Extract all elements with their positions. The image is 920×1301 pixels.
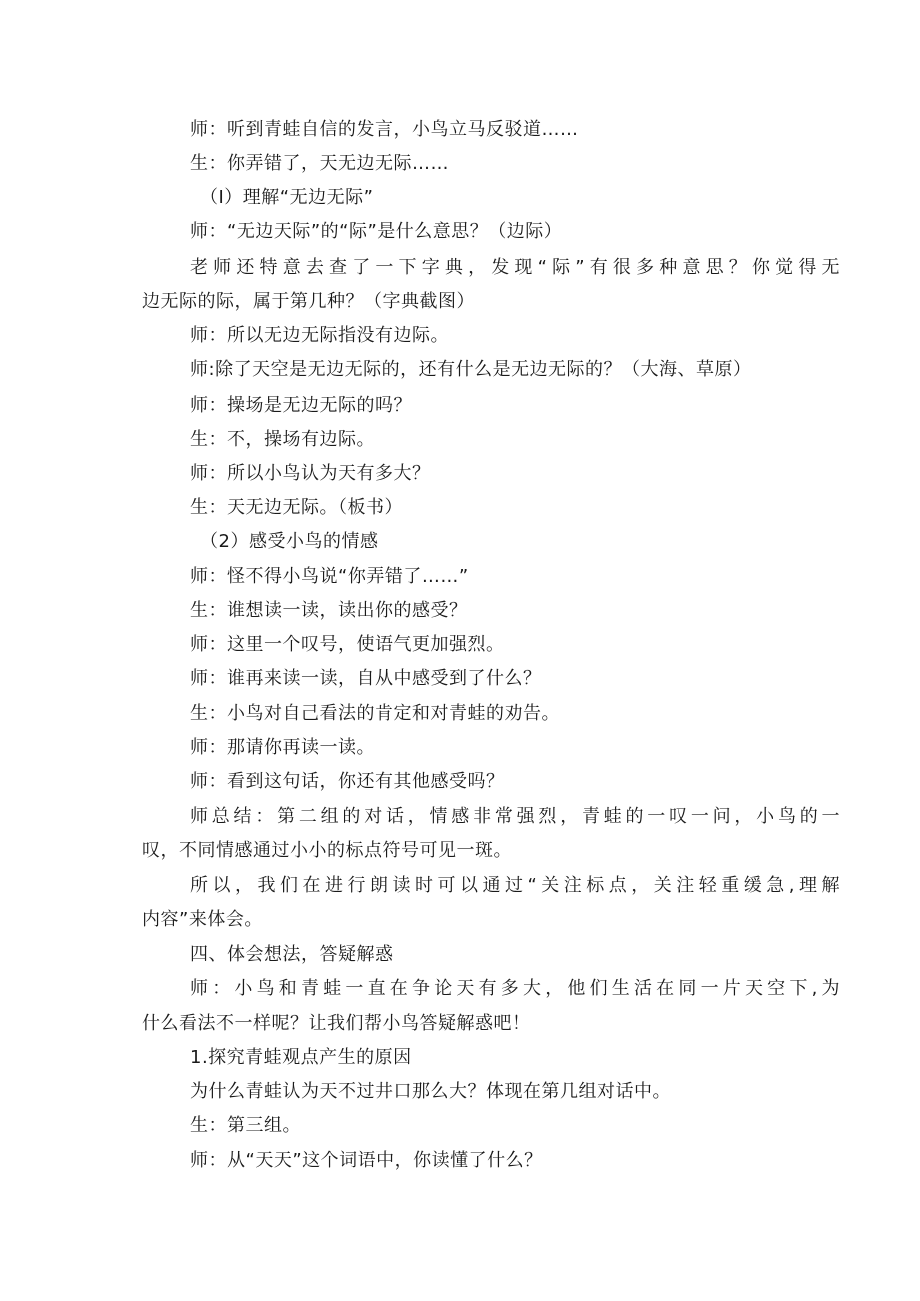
section-heading: （2）感受小鸟的情感 xyxy=(200,531,379,552)
paragraph-line: 内容”来体会。 xyxy=(142,909,263,930)
paragraph-line: 师：谁再来读一读，自从中感受到了什么？ xyxy=(190,668,542,689)
paragraph-line: 师：看到这句话，你还有其他感受吗？ xyxy=(190,771,505,792)
paragraph-line: 师：这里一个叹号，使语气更加强烈。 xyxy=(190,634,505,655)
paragraph-line: 师：“无边天际”的“际”是什么意思？（边际） xyxy=(190,221,563,242)
paragraph-line: 生：第三组。 xyxy=(190,1115,301,1136)
paragraph-line: 师:除了天空是无边无际的，还有什么是无边无际的？（大海、草原） xyxy=(190,359,752,380)
paragraph-line: 生：小鸟对自己看法的肯定和对青蛙的劝告。 xyxy=(190,703,560,724)
paragraph-line: 师：听到青蛙自信的发言，小鸟立马反驳道…… xyxy=(190,119,579,140)
paragraph-line: 什么看法不一样呢？让我们帮小鸟答疑解惑吧！ xyxy=(142,1013,531,1034)
paragraph-line: 师：所以无边无际指没有边际。 xyxy=(190,325,449,346)
paragraph-line: 生：谁想读一读，读出你的感受？ xyxy=(190,600,468,621)
section-heading: （I）理解“无边无际” xyxy=(200,187,374,208)
paragraph-line: 所以，我们在进行朗读时可以通过“关注标点，关注轻重缓急,理解 xyxy=(190,875,840,896)
paragraph-line: 师：怪不得小鸟说“你弄错了……” xyxy=(190,566,469,587)
paragraph-line: 生：你弄错了，天无边无际…… xyxy=(190,153,449,174)
subsection-heading: 1.探究青蛙观点产生的原因 xyxy=(190,1047,412,1068)
paragraph-line: 边无际的际，属于第几种？（字典截图） xyxy=(142,291,475,312)
paragraph-line: 师总结：第二组的对话，情感非常强烈，青蛙的一叹一问，小鸟的一 xyxy=(190,806,840,827)
paragraph-line: 师：操场是无边无际的吗？ xyxy=(190,395,412,416)
paragraph-line: 师：从“天天”这个词语中，你读懂了什么？ xyxy=(190,1150,543,1171)
section-heading: 四、体会想法，答疑解惑 xyxy=(190,944,394,965)
paragraph-line: 师：那请你再读一读。 xyxy=(190,737,375,758)
paragraph-line: 师：所以小鸟认为天有多大？ xyxy=(190,463,431,484)
paragraph-line: 生：不，操场有边际。 xyxy=(190,429,375,450)
paragraph-line: 老师还特意去查了一下字典，发现“际”有很多种意思？你觉得无 xyxy=(190,257,840,278)
paragraph-line: 叹，不同情感通过小小的标点符号可见一斑。 xyxy=(142,840,512,861)
paragraph-line: 生：天无边无际。（板书） xyxy=(190,497,403,518)
paragraph-line: 为什么青蛙认为天不过井口那么大？体现在第几组对话中。 xyxy=(190,1081,671,1102)
paragraph-line: 师：小鸟和青蛙一直在争论天有多大，他们生活在同一片天空下,为 xyxy=(190,978,840,999)
